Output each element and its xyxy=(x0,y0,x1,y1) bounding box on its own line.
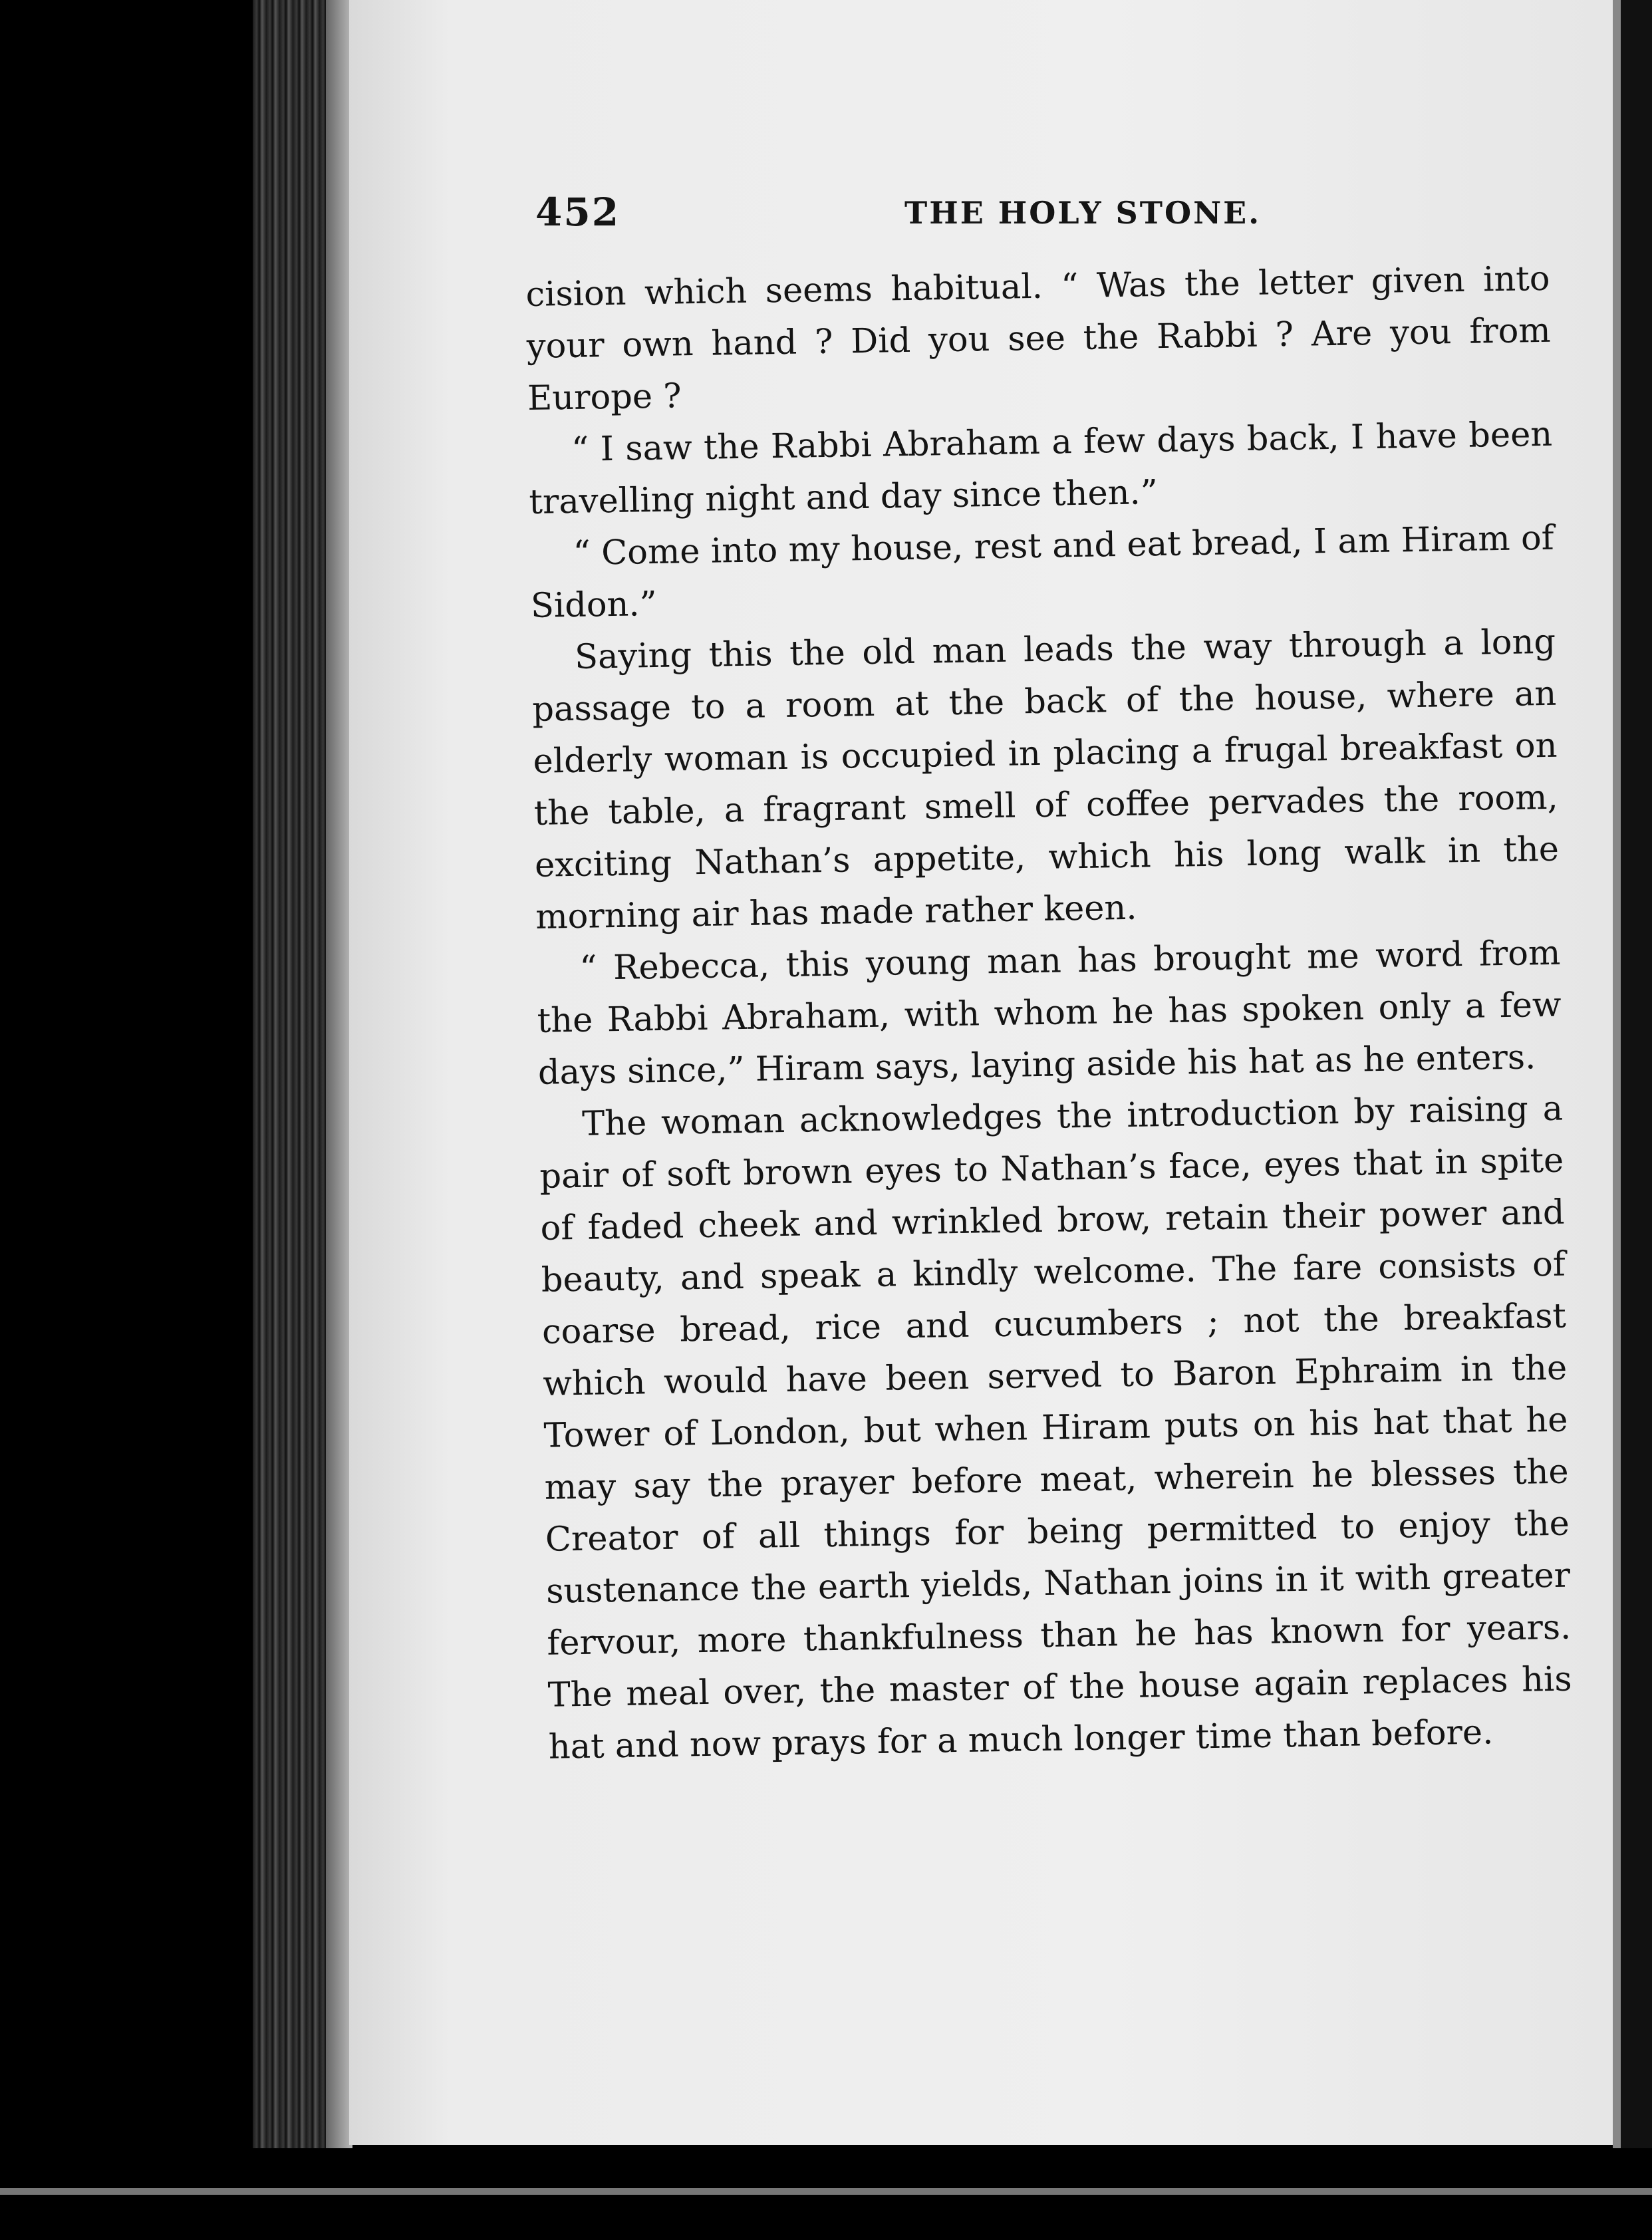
page-header xyxy=(535,190,1280,243)
paragraph-4: Saying this the old man leads the way through a long passage to a room at the back of the house, where an elderly woman is occupied in placing a frugal breakfast on the table, a fragrant smell of coffee pervades the room, exciting Nathan’s appetite, which his long walk in the morning air has made rather keen. xyxy=(531,622,1560,937)
paragraph-5: “ Rebecca, this young man has brought me word from the Rabbi Abraham, with whom he has spoken only a few days since,” Hiram says, laying aside his hat as he enters. xyxy=(537,933,1562,1093)
body-text xyxy=(525,253,1573,1774)
page-number: 452 xyxy=(535,190,620,235)
paragraph-6: The woman acknowledges the introduction by raising a pair of soft brown eyes to Nathan’s face, eyes that in spite of faded cheek and wrinkled brow, retain their power and beauty, and speak a kindly welcome. The fare consists of coarse bread, rice and cucumbers ; not the breakfast which would have been served to Baron Ephraim in the Tower of London, but when Hiram puts on his hat that he may say the prayer before meat, wherein he blesses the Creator of all things for being permitted to enjoy the sustenance the earth yields, Nathan joins in it with greater fervour, more thankfulness than he has known for years. The meal over, the master of the house again replaces his hat and now prays for a much longer time than before. xyxy=(539,1089,1572,1767)
running-title: THE HOLY STONE. xyxy=(904,195,1262,231)
scanner-bottom-edge xyxy=(0,2188,1652,2195)
book-page-edges xyxy=(253,0,352,2148)
paragraph-3: “ Come into my house, rest and eat bread, I am Hiram of Sidon.” xyxy=(530,518,1555,626)
paragraph-2: “ I saw the Rabbi Abraham a few days back, I have been travelling night and day since then.” xyxy=(529,414,1553,522)
paragraph-1: cision which seems habitual. “ Was the letter given into your own hand ? Did you see the Rabbi ? Are you from Europe ? xyxy=(525,259,1552,418)
facing-page-edge xyxy=(1613,0,1652,2148)
